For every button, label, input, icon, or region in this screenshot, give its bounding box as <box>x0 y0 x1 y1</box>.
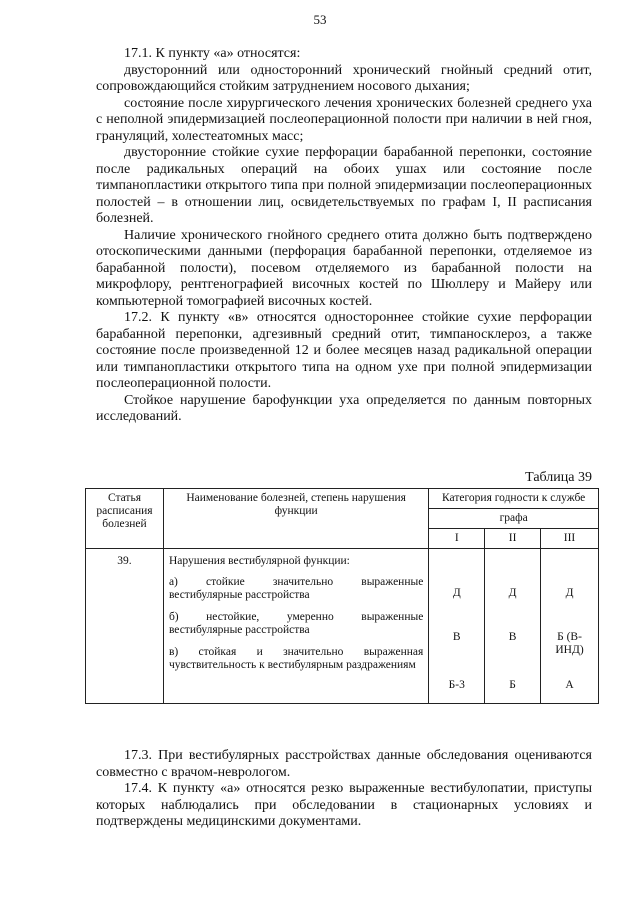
paragraph: 17.1. К пункту «а» относятся: <box>124 46 301 61</box>
col-ii-values <box>485 549 541 704</box>
header-name: Наименование болезней, степень нарушения функции <box>163 489 428 549</box>
diseases-table <box>85 488 599 704</box>
body-text-top <box>96 46 592 426</box>
row-b-iii: Б (В-ИНД) <box>555 631 584 656</box>
col-i-values <box>429 549 485 704</box>
row-c-i: Б-3 <box>448 679 465 691</box>
row-a-ii: Д <box>508 587 517 599</box>
header-col-i: I <box>429 529 485 549</box>
paragraph: двусторонний или односторонний хронический гнойный средний отит, сопровождающийся стойким затруднением носового дыхания; <box>96 62 592 94</box>
page-number: 53 <box>313 12 327 27</box>
row-a-i: Д <box>452 587 461 599</box>
disease-names <box>163 549 428 704</box>
header-col-iii: III <box>541 529 599 549</box>
row-a-iii: Д <box>565 587 574 599</box>
row-a-name: а) стойкие значительно выраженные вестибулярные расстройства <box>168 576 424 601</box>
row-c-ii: Б <box>509 679 516 691</box>
row-b-i: В <box>452 631 461 643</box>
paragraph: состояние после хирургического лечения хронических болезней среднего уха с неполной эпидермизацией послеоперационной полости при наличии в ней гноя, грануляций, холестеатомных масс; <box>96 95 592 144</box>
row-c-name: в) стойкая и значительно выраженная чувствительность к вестибулярным раздражениям <box>168 646 424 671</box>
disease-title: Нарушения вестибулярной функции: <box>168 555 350 567</box>
paragraph: 17.2. К пункту «в» относятся одностороннее стойкие сухие перфорации барабанной перепонки, адгезивный средний отит, тимпаносклероз, а также состояние после произведенной 12 и более месяцев назад радикальной операции или тимпанопластики открытого типа на одном ухе при полной эпидермизации послеоперационной полости. <box>96 310 592 391</box>
paragraph: Стойкое нарушение барофункции уха определяется по данным повторных исследований. <box>96 392 592 424</box>
header-col-ii: II <box>485 529 541 549</box>
col-iii-values <box>541 549 599 704</box>
header-graph: графа <box>429 509 599 529</box>
table-row <box>86 549 599 704</box>
paragraph: 17.4. К пункту «а» относятся резко выраженные вестибулопатии, приступы которых наблюдались при обследовании в стационарных условиях и подтверждены медицинскими документами. <box>96 781 592 829</box>
table-caption: Таблица 39 <box>525 470 592 485</box>
header-category: Категория годности к службе <box>429 489 599 509</box>
header-article: Статья расписания болезней <box>86 489 164 549</box>
body-text-bottom <box>96 748 592 831</box>
article-number: 39. <box>86 549 164 704</box>
row-c-iii: А <box>565 679 574 691</box>
paragraph: двусторонние стойкие сухие перфорации барабанной перепонки, состояние после радикальных операций на обоих ушах или состояние после тимпанопластики открытого типа при полной эпидермизации послеоперационных полостей – в отношении лиц, освидетельствуемых по графам I, II расписания болезней. <box>96 145 592 226</box>
paragraph: 17.3. При вестибулярных расстройствах данные обследования оцениваются совместно с врачом-неврологом. <box>96 748 592 780</box>
row-b-ii: В <box>508 631 517 643</box>
paragraph: Наличие хронического гнойного среднего отита должно быть подтверждено отоскопическими данными (перфорация барабанной перепонки, отделяемое из барабанной полости), посевом отделяемого из барабанной полости на микрофлору, рентгенографией височных костей по Шюллеру и Майеру или компьютерной томографией височных костей. <box>96 227 592 309</box>
row-b-name: б) нестойкие, умеренно выраженные вестибулярные расстройства <box>168 611 424 636</box>
